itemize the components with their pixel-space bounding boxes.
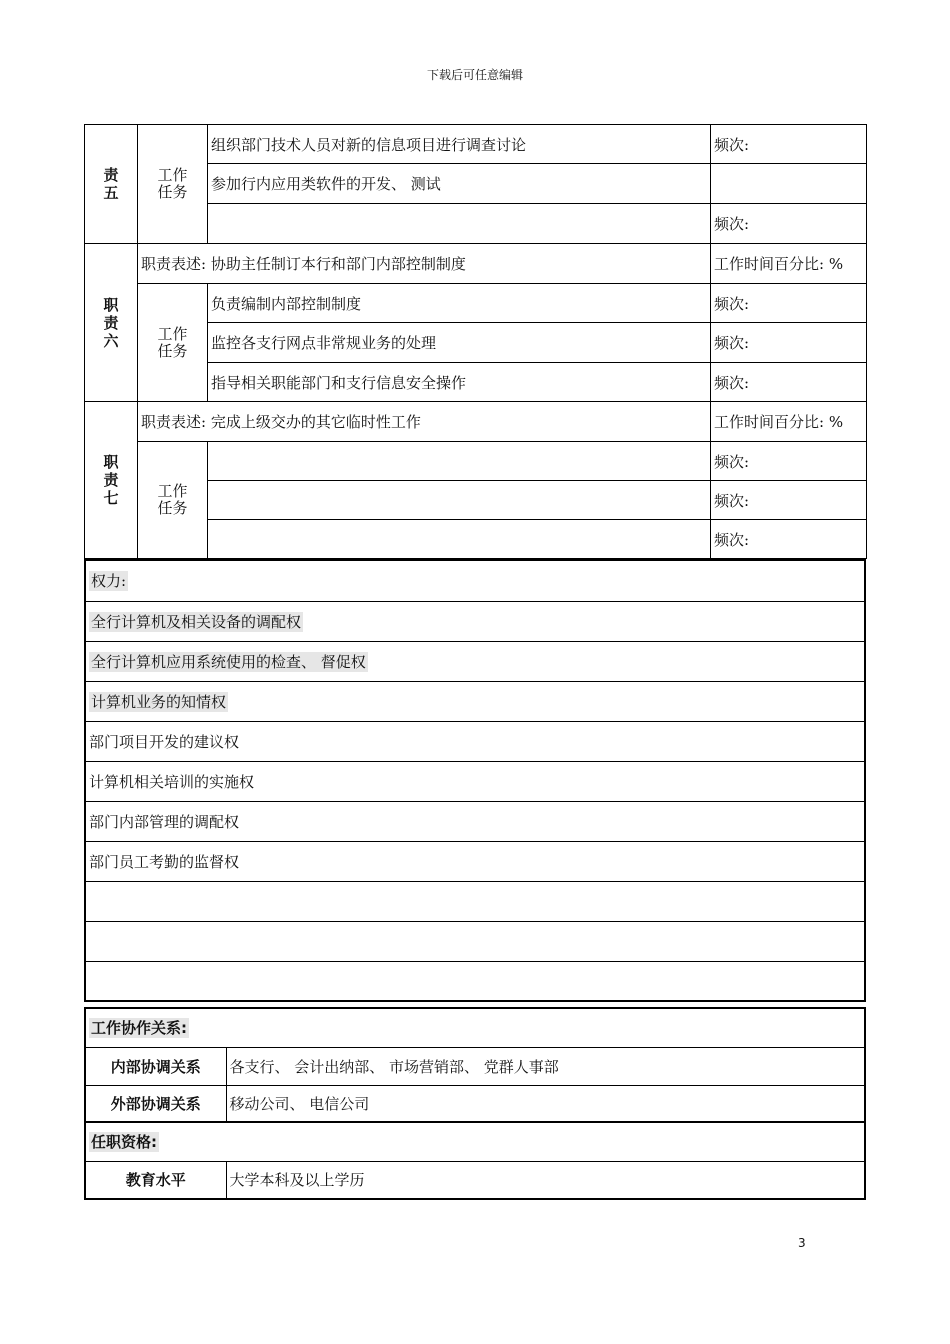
duty7-task-3 bbox=[208, 520, 711, 559]
duty6-row-1 bbox=[85, 284, 867, 323]
education-value: 大学本科及以上学历 bbox=[226, 1161, 864, 1198]
duty6-percent: 工作时间百分比: % bbox=[711, 244, 867, 284]
duty6-label-text: 职 责 六 bbox=[103, 295, 119, 350]
authority-item-1: 全行计算机及相关设备的调配权 bbox=[91, 612, 302, 631]
authority-item bbox=[86, 721, 864, 761]
duty5-freq-1: 频次: bbox=[711, 125, 867, 164]
authority-title-row bbox=[86, 561, 864, 601]
education-row bbox=[86, 1161, 864, 1198]
duty6-task-1: 负责编制内部控制制度 bbox=[208, 284, 711, 323]
duty6-task-label bbox=[138, 284, 208, 402]
cooperation-table bbox=[86, 1009, 864, 1121]
internal-relation-label: 内部协调关系 bbox=[86, 1047, 226, 1085]
duty7-task-label bbox=[138, 442, 208, 559]
cooperation-section bbox=[84, 1007, 866, 1123]
qualification-table bbox=[86, 1123, 864, 1198]
duty6-desc-row bbox=[85, 244, 867, 284]
cooperation-title-row bbox=[86, 1009, 864, 1047]
duty7-label bbox=[85, 402, 138, 559]
authority-item-5: 计算机相关培训的实施权 bbox=[86, 761, 864, 801]
authority-item bbox=[86, 921, 864, 961]
duty6-task-3: 指导相关职能部门和支行信息安全操作 bbox=[208, 363, 711, 402]
duty7-task-2 bbox=[208, 481, 711, 520]
authority-item bbox=[86, 961, 864, 1000]
duty6-freq-3: 频次: bbox=[711, 363, 867, 402]
authority-item-10 bbox=[86, 961, 864, 1000]
external-relation-row bbox=[86, 1085, 864, 1121]
authority-item-3: 计算机业务的知情权 bbox=[91, 692, 227, 711]
duty5-row-1 bbox=[85, 125, 867, 164]
qualification-title-text: 任职资格: bbox=[91, 1133, 157, 1152]
duty6-label bbox=[85, 244, 138, 402]
authority-table bbox=[86, 561, 864, 1000]
duty7-freq-2: 频次: bbox=[711, 481, 867, 520]
external-relation-label: 外部协调关系 bbox=[86, 1085, 226, 1121]
duty7-task-label-text: 工作 任务 bbox=[157, 482, 188, 517]
authority-item-4: 部门项目开发的建议权 bbox=[86, 721, 864, 761]
authority-section bbox=[84, 559, 866, 1002]
duty7-label-text: 职 责 七 bbox=[103, 453, 119, 507]
duties-table bbox=[84, 124, 867, 559]
duty5-task-3 bbox=[208, 204, 711, 244]
duty6-freq-2: 频次: bbox=[711, 323, 867, 363]
authority-item bbox=[86, 801, 864, 841]
authority-item-6: 部门内部管理的调配权 bbox=[86, 801, 864, 841]
authority-title-text: 权力: bbox=[91, 572, 127, 591]
duty7-freq-1: 频次: bbox=[711, 442, 867, 481]
duty5-task-2: 参加行内应用类软件的开发、 测试 bbox=[208, 164, 711, 204]
internal-relation-value: 各支行、 会计出纳部、 市场营销部、 党群人事部 bbox=[226, 1047, 864, 1085]
duty6-description: 职责表述: 协助主任制订本行和部门内部控制制度 bbox=[138, 244, 711, 284]
duty6-freq-1: 频次: bbox=[711, 284, 867, 323]
authority-item bbox=[86, 601, 864, 641]
internal-relation-row bbox=[86, 1047, 864, 1085]
authority-title bbox=[86, 561, 864, 601]
authority-item-2: 全行计算机应用系统使用的检查、 督促权 bbox=[91, 652, 366, 671]
qualification-title bbox=[86, 1123, 864, 1161]
duty7-percent: 工作时间百分比: % bbox=[711, 402, 867, 442]
duties-table-section bbox=[84, 124, 866, 559]
duty5-task-1: 组织部门技术人员对新的信息项目进行调查讨论 bbox=[208, 125, 711, 164]
education-label: 教育水平 bbox=[86, 1161, 226, 1198]
qualification-title-row bbox=[86, 1123, 864, 1161]
authority-item bbox=[86, 881, 864, 921]
authority-item bbox=[86, 761, 864, 801]
duty5-freq-2 bbox=[711, 164, 867, 204]
duty7-freq-3: 频次: bbox=[711, 520, 867, 559]
duty5-label-text: 责 五 bbox=[103, 166, 119, 202]
duty7-task-1 bbox=[208, 442, 711, 481]
authority-item bbox=[86, 641, 864, 681]
authority-item-8 bbox=[86, 881, 864, 921]
duty7-desc-row bbox=[85, 402, 867, 442]
qualification-section bbox=[84, 1121, 866, 1200]
page-header: 下载后可任意编辑 bbox=[426, 68, 523, 82]
authority-item bbox=[86, 681, 864, 721]
cooperation-title bbox=[86, 1009, 864, 1047]
page-number: 3 bbox=[798, 1236, 806, 1250]
duty6-task-2: 监控各支行网点非常规业务的处理 bbox=[208, 323, 711, 363]
external-relation-value: 移动公司、 电信公司 bbox=[226, 1085, 864, 1121]
authority-item bbox=[86, 841, 864, 881]
authority-item-7: 部门员工考勤的监督权 bbox=[86, 841, 864, 881]
duty7-row-1 bbox=[85, 442, 867, 481]
duty5-task-label bbox=[138, 125, 208, 244]
authority-item-9 bbox=[86, 921, 864, 961]
duty7-description: 职责表述: 完成上级交办的其它临时性工作 bbox=[138, 402, 711, 442]
cooperation-title-text: 工作协作关系: bbox=[91, 1019, 187, 1038]
duty5-task-label-text: 工作 任务 bbox=[157, 166, 188, 201]
duty6-task-label-text: 工作 任务 bbox=[157, 324, 188, 360]
duty5-freq-3: 频次: bbox=[711, 204, 867, 244]
duty5-label bbox=[85, 125, 138, 244]
